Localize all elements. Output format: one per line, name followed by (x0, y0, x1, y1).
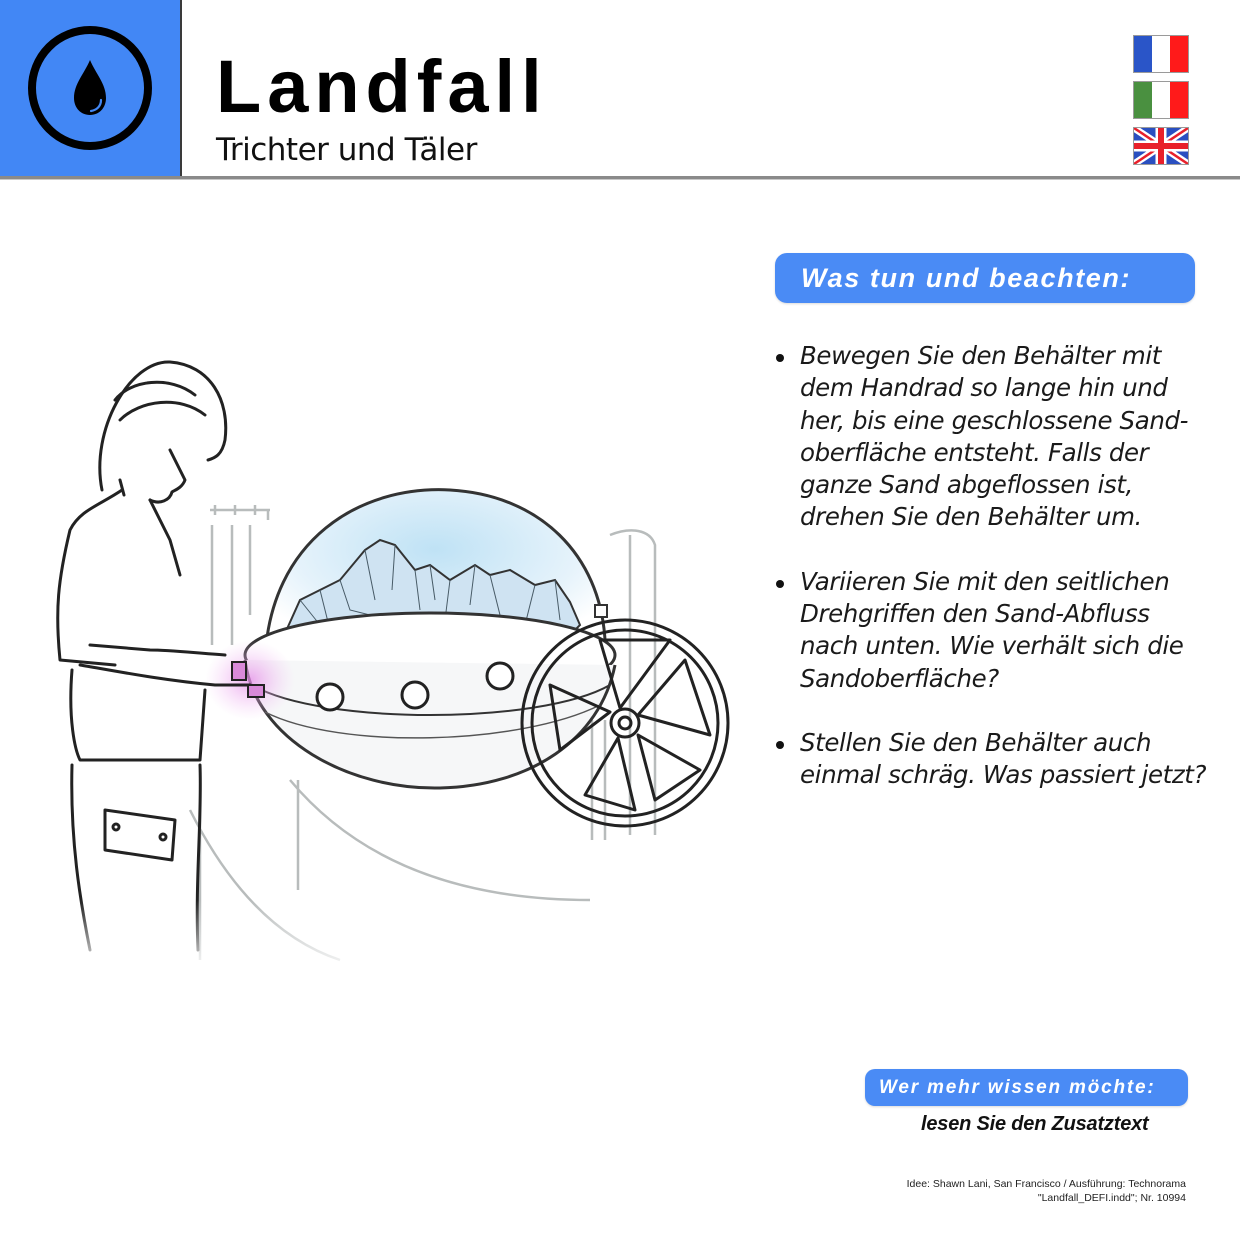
instruction-item: Variieren Sie mit den seitlichen Drehgriffen den Sand-Abfluss nach unten. Wie verhält sich die Sandoberfläche? (776, 566, 1216, 695)
instruction-list (776, 340, 1216, 824)
category-icon-panel (0, 0, 182, 177)
language-switcher (1133, 35, 1189, 173)
exhibit-illustration (20, 340, 750, 980)
instruction-item: Stellen Sie den Behälter auch einmal schräg. Was passiert jetzt? (776, 727, 1216, 792)
instruction-item: Bewegen Sie den Behälter mit dem Handrad so lange hin und her, bis eine geschlossene Sand- oberfläche entsteht. Falls der ganze Sand abgeflossen ist, drehen Sie den Behälter um. (776, 340, 1216, 534)
bullet-icon (776, 741, 784, 749)
flag-uk-icon (1134, 128, 1188, 164)
bullet-icon (776, 354, 784, 362)
boy-with-sand-dome-illustration (20, 340, 750, 980)
page-subtitle: Trichter und Täler (216, 132, 477, 168)
credits-line-1: Idee: Shawn Lani, San Francisco / Ausführung: Technorama (906, 1178, 1186, 1190)
language-flag-it[interactable] (1133, 81, 1189, 119)
header-divider (0, 176, 1240, 180)
instructions-heading: Was tun und beachten: (775, 253, 1195, 303)
more-info-heading: Wer mehr wissen möchte: (865, 1069, 1188, 1106)
credits-line-2: "Landfall_DEFI.indd"; Nr. 10994 (1037, 1192, 1186, 1204)
page-header (0, 0, 1240, 178)
bullet-icon (776, 580, 784, 588)
language-flag-fr[interactable] (1133, 35, 1189, 73)
credits (907, 1177, 1186, 1205)
flag-italy-icon (1134, 82, 1188, 118)
flag-france-icon (1134, 36, 1188, 72)
additional-text-link[interactable]: lesen Sie den Zusatztext (921, 1113, 1149, 1135)
water-drop-icon (24, 22, 156, 154)
page-title: Landfall (216, 45, 548, 128)
language-flag-en[interactable] (1133, 127, 1189, 165)
